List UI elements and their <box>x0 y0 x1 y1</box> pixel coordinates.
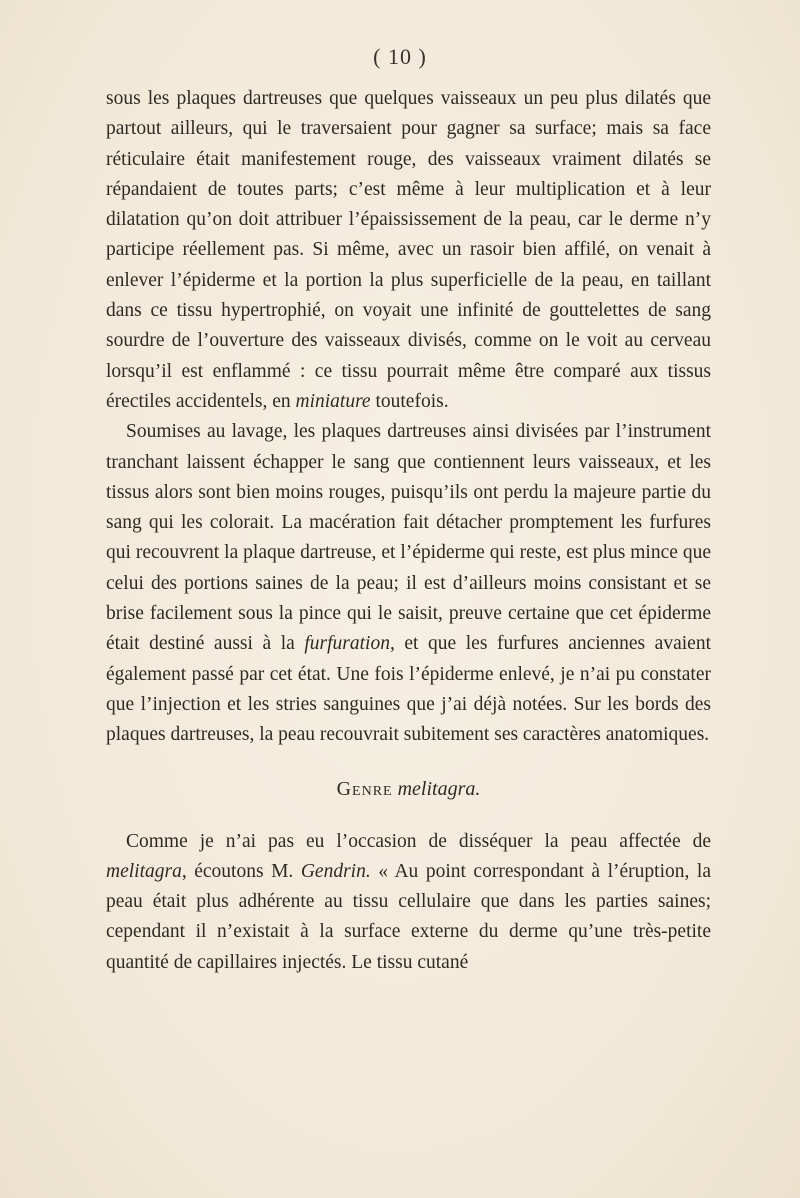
section-heading <box>106 774 711 804</box>
p1-segment-2-italic: miniature <box>295 390 371 412</box>
p3-segment-2-italic: melitagra <box>106 860 182 882</box>
p1-segment-1: sous les plaques dartreuses que quelques vaisseaux un peu plus dilatés que partout ailleurs, qui le traversaient pour gagner sa surface; mais sa face réticulaire était manifestement rouge, des vaisseaux vraiment dilatés se répandaient de toutes parts; c’est même à leur multiplication et à leur dilatation qu’on doit attribuer l’épaississement de la peau, car le derme n’y participe réellement pas. Si même, avec un rasoir bien affilé, on venait à enlever l’épiderme et la portion la plus superficielle de la peau, en taillant dans ce tissu hypertrophié, on voyait une infinité de gouttelettes de sang sourdre de l’ouverture des vaisseaux divisés, comme on le voit au cerveau lorsqu’il est enflammé : ce tissu pourrait même être comparé aux tissus érectiles accidentels, en <box>106 88 711 412</box>
body-text <box>106 84 711 978</box>
p2-segment-1: Soumises au lavage, les plaques dartreuses ainsi divisées par l’instrument tranchant laissent échapper le sang que contiennent leurs vaisseaux, et les tissus alors sont bien moins rouges, puisqu’ils ont perdu la majeure partie du sang qui les colorait. La macération fait détacher promptement les furfures qui recouvrent la plaque dartreuse, et l’épiderme qui reste, est plus mince que celui des portions saines de la peau; il est d’ailleurs moins consistant et se brise facilement sous la pince qui le saisit, preuve certaine que cet épiderme était destiné aussi à la <box>106 421 711 655</box>
paragraph-2 <box>106 417 711 750</box>
heading-prefix: Genre <box>336 777 393 800</box>
p3-segment-1: Comme je n’ai pas eu l’occasion de disséquer la peau affectée de <box>126 830 711 852</box>
heading-name: melitagra. <box>397 777 481 800</box>
p3-segment-3: , écoutons M. <box>181 860 301 882</box>
p2-segment-3: , et que les furfures anciennes avaient également passé par cet état. Une fois l’épiderme enlevé, je n’ai pu constater que l’injection et les stries sanguines que j’ai déjà notées. Sur les bords des plaques dartreuses, la peau recouvrait subitement ses caractères anatomiques. <box>106 633 711 746</box>
p3-segment-4-italic: Gendrin. <box>300 860 371 882</box>
p3-segment-5: « Au point correspondant à l’éruption, la peau était plus adhérente au tissu cellulaire que dans les parties saines; cependant il n’existait à la surface externe du derme qu’une très-petite quantité de capillaires injectés. Le tissu cutané <box>106 860 711 973</box>
page-number: ( 10 ) <box>373 44 427 69</box>
p1-segment-3: toutefois. <box>370 390 449 412</box>
paragraph-1 <box>106 84 711 417</box>
paragraph-3 <box>106 827 711 978</box>
p2-segment-2-italic: furfuration <box>304 633 390 655</box>
